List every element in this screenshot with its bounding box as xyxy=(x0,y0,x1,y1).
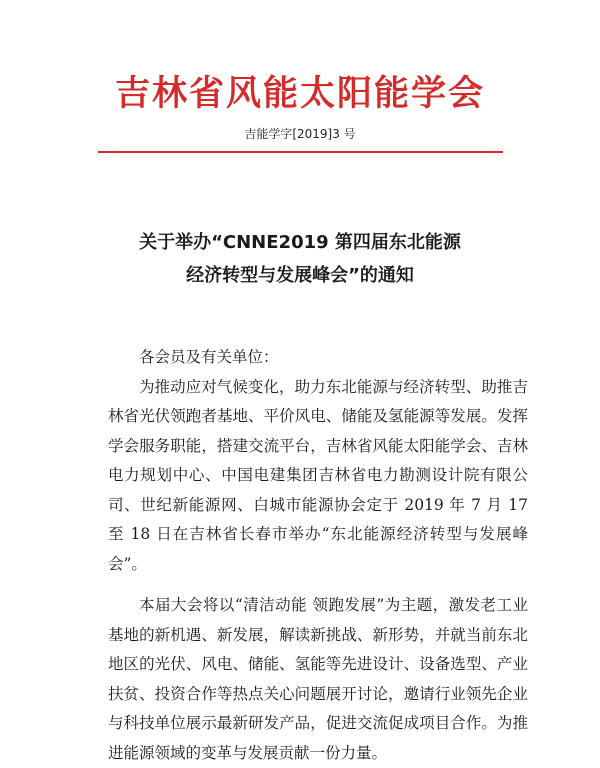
header-divider xyxy=(98,151,503,153)
organization-title: 吉林省风能太阳能学会 xyxy=(114,74,485,114)
paragraph-1: 为推动应对气候变化，助力东北能源与经济转型、助推吉林省光伏领跑者基地、平价风电、储能及氢能源等发展。发挥学会服务职能，搭建交流平台，吉林省风能太阳能学会、吉林电力规划中心、中国电建集团吉林省电力勘测设计院有限公司、世纪新能源网、白城市能源协会定于 2019 年 7 月 17 至 18 日在吉林省长春市举办“东北能源经济转型与发展峰会”。 xyxy=(108,377,528,573)
paragraph-gap xyxy=(108,579,528,591)
notice-title xyxy=(0,226,600,292)
document-number: 吉能学字[2019]3 号 xyxy=(244,127,356,141)
notice-title-line-2: 经济转型与发展峰会”的通知 xyxy=(186,265,414,286)
notice-title-line-1: 关于举办“CNNE2019 第四届东北能源 xyxy=(139,232,461,253)
notice-body xyxy=(108,343,528,768)
salutation: 各会员及有关单位： xyxy=(139,348,279,366)
paragraph-2: 本届大会将以“清洁动能 领跑发展”为主题，激发老工业基地的新机遇、新发展，解读新挑战、新形势，并就当前东北地区的光伏、风电、储能、氢能等先进设计、设备选型、产业扶贫、投资合作等热点关心问题展开讨论，邀请行业领先企业与科技单位展示最新研发产品，促进交流促成项目合作。为推进能源领域的变革与发展贡献一份力量。 xyxy=(108,596,528,762)
